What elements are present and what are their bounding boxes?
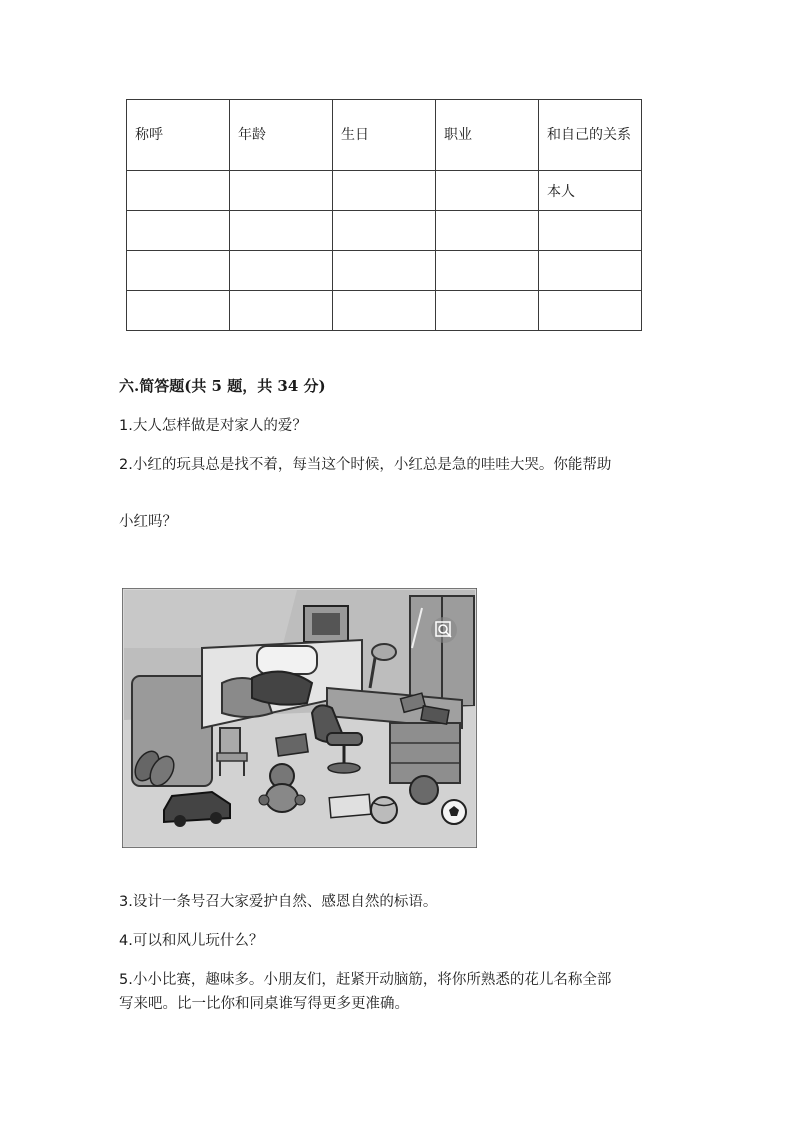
header-cell: 生日	[333, 100, 436, 171]
table-cell[interactable]	[127, 251, 230, 291]
question-5-line-1: 5.小小比赛，趣味多。小朋友们，赶紧开动脑筋，将你所熟悉的花儿名称全部	[119, 972, 612, 988]
table-cell[interactable]	[436, 171, 539, 211]
question-5-line-2: 写来吧。比一比你和同桌谁写得更多更准确。	[119, 996, 409, 1012]
table-cell[interactable]	[333, 171, 436, 211]
table-cell[interactable]	[333, 211, 436, 251]
table-cell[interactable]	[333, 251, 436, 291]
table-header-row	[127, 100, 642, 171]
table-cell[interactable]	[539, 211, 642, 251]
messy-room-svg	[122, 588, 477, 848]
table-cell[interactable]	[333, 291, 436, 331]
question-3: 3.设计一条号召大家爱护自然、感恩自然的标语。	[119, 894, 438, 910]
table-cell[interactable]	[539, 251, 642, 291]
question-1: 1.大人怎样做是对家人的爱？	[119, 418, 307, 434]
header-cell: 称呼	[127, 100, 230, 171]
family-info-table	[126, 99, 642, 331]
table-row	[127, 171, 642, 211]
header-cell: 和自己的关系	[539, 100, 642, 171]
table-cell[interactable]	[436, 211, 539, 251]
table-cell[interactable]	[230, 251, 333, 291]
table-cell[interactable]	[127, 291, 230, 331]
table-cell[interactable]	[436, 291, 539, 331]
table-cell[interactable]	[436, 251, 539, 291]
section-title: 六.简答题(共 5 题，共 34 分)	[119, 377, 326, 395]
header-cell: 年龄	[230, 100, 333, 171]
header-cell: 职业	[436, 100, 539, 171]
table-cell[interactable]	[127, 171, 230, 211]
table-cell: 本人	[539, 171, 642, 211]
table-cell[interactable]	[230, 171, 333, 211]
table-cell[interactable]	[127, 211, 230, 251]
table-cell[interactable]	[230, 211, 333, 251]
table-row	[127, 211, 642, 251]
table-cell[interactable]	[539, 291, 642, 331]
zoom-icon[interactable]	[431, 617, 457, 643]
table-row	[127, 251, 642, 291]
table-row	[127, 291, 642, 331]
table-cell[interactable]	[230, 291, 333, 331]
question-2-line-2: 小红吗？	[119, 514, 177, 530]
messy-room-illustration	[122, 588, 477, 848]
question-2-line-1: 2.小红的玩具总是找不着，每当这个时候，小红总是急的哇哇大哭。你能帮助	[119, 457, 612, 473]
question-4: 4.可以和风儿玩什么？	[119, 933, 264, 949]
